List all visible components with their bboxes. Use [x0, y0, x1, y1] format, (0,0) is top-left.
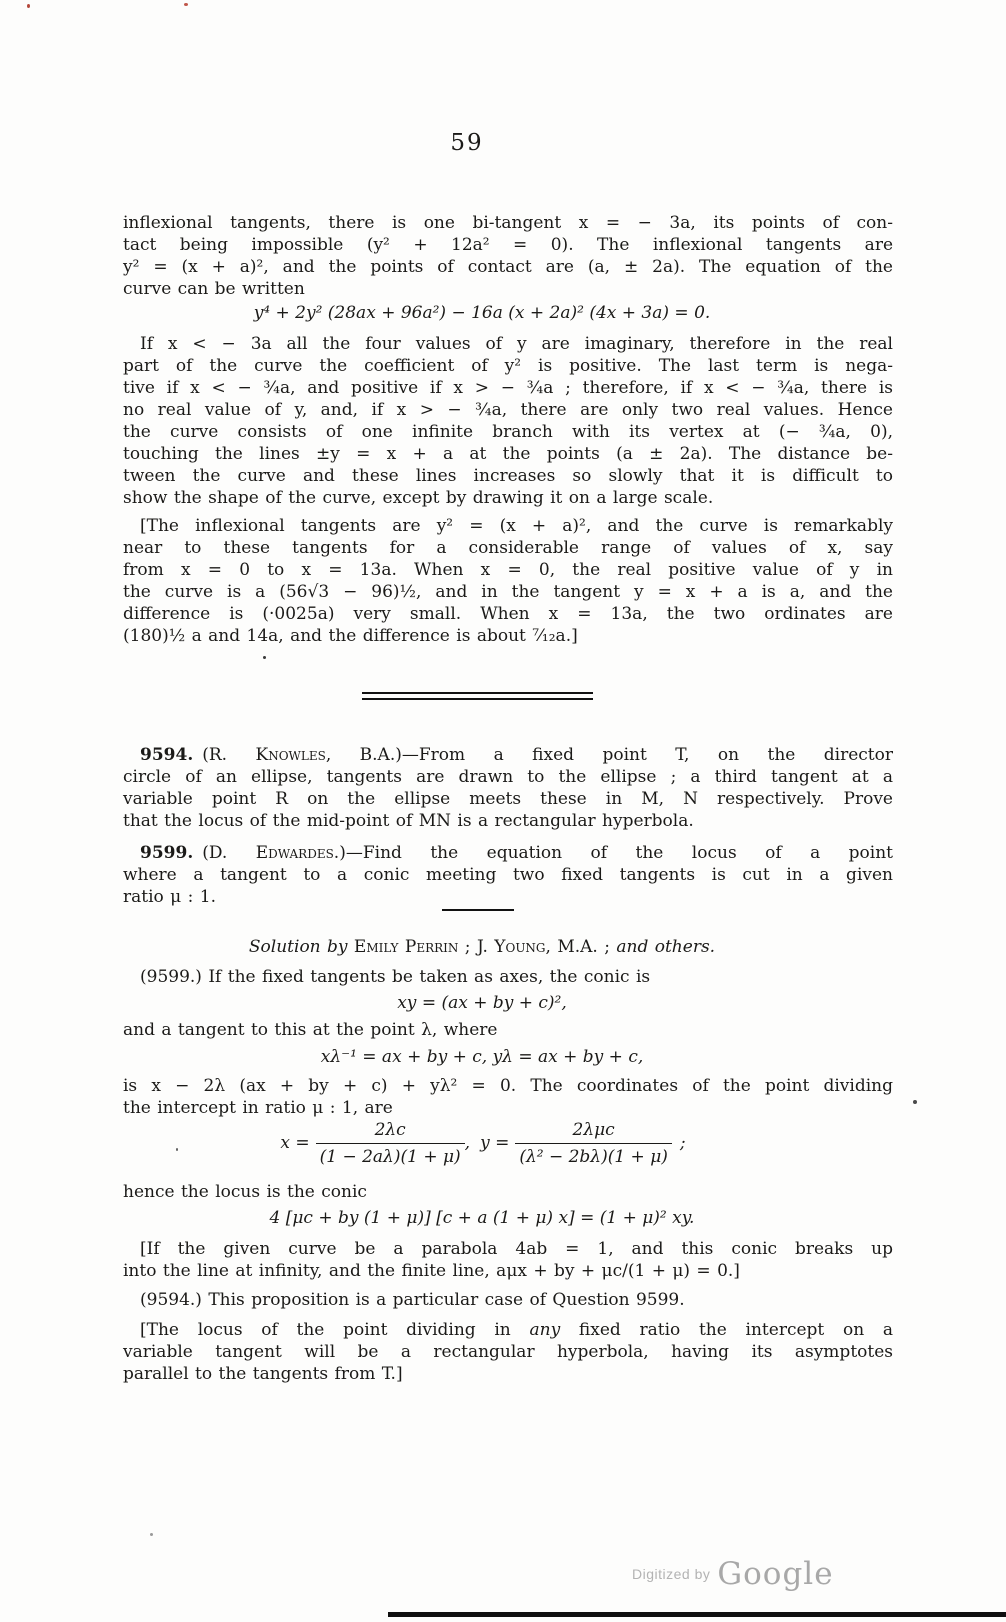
- text-line: into the line at infinity, and the finite line, aμx + by + μc/(1 + μ) = 0.]: [123, 1261, 740, 1281]
- paragraph-analysis: [123, 333, 893, 509]
- question-text: Find the equation of the locus of a point: [362, 843, 893, 863]
- text-line: ratio μ : 1.: [123, 887, 216, 907]
- equation-lhs: x =: [280, 1133, 310, 1153]
- text-line: (9594.) This proposition is a particular case of Question 9599.: [140, 1290, 685, 1310]
- text-line: variable point R on the ellipse meets these in M, N respectively. Prove: [123, 789, 893, 809]
- text-line: [123, 842, 893, 864]
- byline-separator: ;: [458, 937, 477, 957]
- text-line: part of the curve the coefficient of y² is positive. The last term is nega-: [123, 356, 893, 376]
- text-line: the curve is a (56√3 − 96)½, and in the tangent y = x + a is a, and the: [123, 582, 893, 602]
- paragraph-9594-remark: [123, 1289, 893, 1311]
- text-line: inflexional tangents, there is one bi-tangent x = − 3a, its points of con-: [123, 213, 893, 233]
- divider-line: [362, 698, 593, 700]
- text-line: difference is (·0025a) very small. When x = 13a, the two ordinates are: [123, 604, 893, 624]
- paragraph-coordinates: [123, 1075, 893, 1119]
- fraction: [515, 1120, 672, 1167]
- text-line: hence the locus is the conic: [123, 1182, 367, 1202]
- text-line: (180)½ a and 14a, and the difference is about ⁷⁄₁₂a.]: [123, 626, 578, 646]
- divider-line: [362, 692, 593, 694]
- display-equation-curve: y⁴ + 2y² (28ax + 96a²) − 16a (x + 2a)² (4x + 3a) = 0.: [253, 303, 711, 323]
- text-line: the intercept in ratio μ : 1, are: [123, 1098, 393, 1118]
- question-author: (D. Edwardes.)—: [202, 843, 363, 863]
- display-equation-locus: 4 [μc + by (1 + μ)] [c + a (1 + μ) x] = (1 + μ)² xy.: [269, 1208, 695, 1228]
- byline-text: Solution by: [248, 937, 354, 957]
- equation-lhs: y =: [480, 1133, 510, 1153]
- solution-text: [123, 966, 893, 988]
- fraction: [316, 1120, 465, 1167]
- google-logo: Google: [717, 1556, 834, 1592]
- equation-separator: ,: [464, 1133, 471, 1153]
- question-number: 9594.: [140, 745, 194, 765]
- scan-speck: [913, 1100, 917, 1104]
- paragraph-note-tangents: [123, 515, 893, 647]
- display-equation-tangency: xλ⁻¹ = ax + by + c, yλ = ax + by + c,: [320, 1047, 644, 1067]
- byline-text: and others.: [616, 937, 716, 957]
- solution-text: [123, 1181, 893, 1203]
- solver-name: J. Young, M.A.: [476, 937, 598, 957]
- question-9594: [123, 744, 893, 832]
- digitized-by-google-watermark: [632, 1556, 834, 1592]
- question-author: (R. Knowles, B.A.)—: [202, 745, 419, 765]
- solver-name: Emily Perrin: [353, 937, 459, 957]
- text-line: the curve consists of one infinite branch with its vertex at (− ¾a, 0),: [123, 422, 893, 442]
- text-line: tween the curve and these lines increases so slowly that it is difficult to: [123, 466, 893, 486]
- page-number: 59: [450, 130, 484, 156]
- text-line: is x − 2λ (ax + by + c) + yλ² = 0. The coordinates of the point dividing: [123, 1076, 893, 1096]
- text-line: [If the given curve be a parabola 4ab = 1, and this conic breaks up: [140, 1239, 893, 1259]
- display-equation-coordinates: [93, 1120, 863, 1167]
- equation-terminator: ;: [679, 1133, 686, 1153]
- scan-speck-red: [184, 3, 188, 6]
- text-line: circle of an ellipse, tangents are drawn to the ellipse ; a third tangent at a: [123, 767, 893, 787]
- fraction-denominator: (λ² − 2bλ)(1 + μ): [519, 1147, 668, 1167]
- question-number: 9599.: [140, 843, 194, 863]
- scan-speck: [150, 1533, 153, 1536]
- text-line: [123, 744, 893, 766]
- fraction-numerator: 2λμc: [515, 1120, 672, 1144]
- question-text: From a fixed point T, on the director: [418, 745, 894, 765]
- fraction-numerator: 2λc: [316, 1120, 465, 1144]
- text-line: that the locus of the mid-point of MN is a rectangular hyperbola.: [123, 811, 694, 831]
- solution-byline: [97, 936, 867, 958]
- note-text: fixed ratio the intercept on a: [560, 1320, 893, 1340]
- scan-edge-artifact: [388, 1612, 1006, 1617]
- fraction-denominator: (1 − 2aλ)(1 + μ): [319, 1147, 461, 1167]
- text-line: parallel to the tangents from T.]: [123, 1364, 403, 1384]
- text-line: If x < − 3a all the four values of y are imaginary, therefore in the real: [140, 334, 893, 354]
- text-line: where a tangent to a conic meeting two fixed tangents is cut in a given: [123, 865, 893, 885]
- text-line: show the shape of the curve, except by drawing it on a large scale.: [123, 488, 714, 508]
- byline-separator: ;: [597, 937, 617, 957]
- text-line: variable tangent will be a rectangular hyperbola, having its asymptotes: [123, 1342, 893, 1362]
- text-line: curve can be written: [123, 279, 305, 299]
- text-line: no real value of y, and, if x > − ¾a, there are only two real values. Hence: [123, 400, 893, 420]
- paragraph-final-note: [123, 1319, 893, 1385]
- question-9599: [123, 842, 893, 908]
- solution-text: [123, 1019, 893, 1041]
- watermark-text: Digitized by: [632, 1566, 711, 1582]
- note-emphasis: any: [529, 1320, 561, 1340]
- text-line: near to these tangents for a considerable range of values of x, say: [123, 538, 893, 558]
- section-divider-double-rule: [362, 692, 593, 704]
- text-line: tact being impossible (y² + 12a² = 0). The inflexional tangents are: [123, 235, 893, 255]
- text-line: tive if x < − ¾a, and positive if x > − ¾a ; therefore, if x < − ¾a, there is: [123, 378, 893, 398]
- question-divider-rule: [442, 909, 514, 911]
- text-line: [The inflexional tangents are y² = (x + a)², and the curve is remarkably: [140, 516, 893, 536]
- display-equation-conic: xy = (ax + by + c)²,: [397, 993, 567, 1013]
- text-line: (9599.) If the fixed tangents be taken as axes, the conic is: [140, 967, 651, 987]
- scan-speck: [176, 1148, 178, 1151]
- text-line: touching the lines ±y = x + a at the points (a ± 2a). The distance be-: [123, 444, 893, 464]
- text-line: from x = 0 to x = 13a. When x = 0, the real positive value of y in: [123, 560, 893, 580]
- scan-speck: [263, 656, 266, 659]
- text-line: [123, 1319, 893, 1341]
- note-text: [The locus of the point dividing in: [140, 1320, 530, 1340]
- scan-speck-red: [27, 4, 30, 8]
- text-line: and a tangent to this at the point λ, where: [123, 1020, 498, 1040]
- text-line: y² = (x + a)², and the points of contact are (a, ± 2a). The equation of the: [123, 257, 893, 277]
- paragraph-parabola-note: [123, 1238, 893, 1282]
- paragraph-intro: [123, 212, 893, 300]
